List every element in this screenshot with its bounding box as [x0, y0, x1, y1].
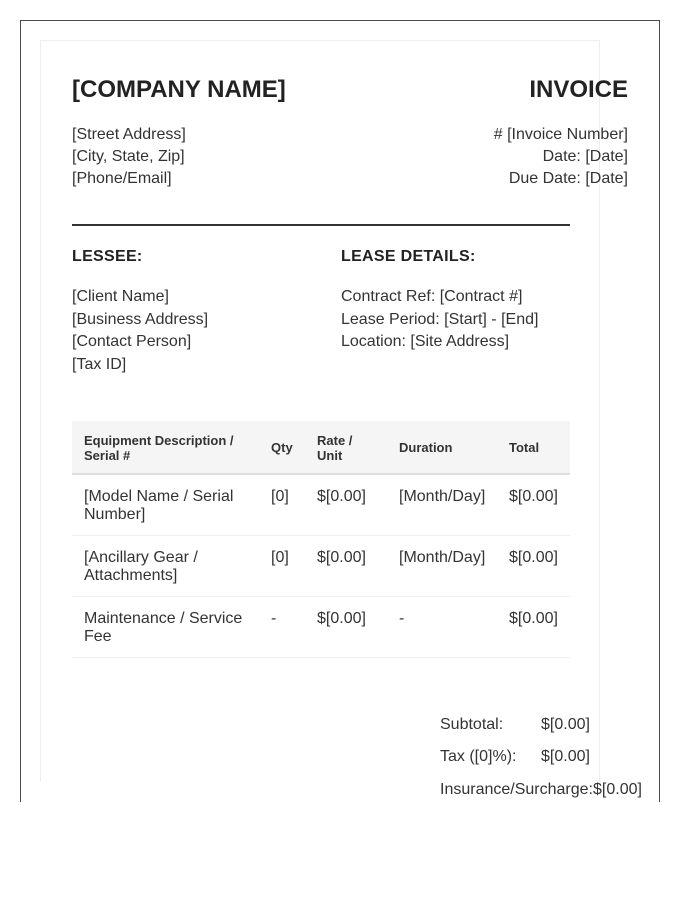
- header-qty: Qty: [271, 440, 293, 455]
- row-description: [Model Name / Serial Number]: [84, 488, 234, 523]
- row-total: $[0.00]: [509, 488, 558, 505]
- phone-email: [Phone/Email]: [72, 170, 172, 187]
- invoice-title: INVOICE: [529, 76, 628, 103]
- header-total: Total: [509, 440, 540, 455]
- due-date: Due Date: [Date]: [508, 170, 628, 187]
- company-address: [72, 124, 186, 190]
- header-rate: Rate / Unit: [317, 433, 353, 463]
- row-rate: $[0.00]: [317, 488, 366, 505]
- row-rate: $[0.00]: [317, 549, 366, 566]
- row-duration: -: [399, 610, 405, 627]
- location: Location: [Site Address]: [341, 333, 510, 350]
- street-address: [Street Address]: [72, 126, 186, 143]
- contact-person: [Contact Person]: [72, 333, 192, 350]
- tax-label: Tax ([0]%):: [440, 748, 517, 765]
- client-name: [Client Name]: [72, 288, 169, 305]
- subtotal-label: Subtotal:: [440, 716, 504, 733]
- row-qty: [0]: [271, 549, 289, 566]
- tax-value: $[0.00]: [541, 748, 590, 765]
- table-row: [72, 475, 570, 536]
- lease-details-heading: LEASE DETAILS:: [341, 248, 476, 265]
- subtotal-value: $[0.00]: [541, 716, 590, 733]
- lessee-info: [72, 286, 208, 376]
- lease-period: Lease Period: [Start] - [End]: [341, 310, 539, 328]
- company-name: [COMPANY NAME]: [72, 76, 286, 103]
- insurance-surcharge-value: $[0.00]: [593, 781, 642, 798]
- row-description: [Ancillary Gear / Attachments]: [84, 549, 198, 584]
- invoice-number: # [Invoice Number]: [493, 126, 628, 143]
- row-qty: [0]: [271, 488, 289, 505]
- invoice-meta: [494, 124, 628, 190]
- business-address: [Business Address]: [72, 310, 209, 328]
- city-state-zip: [City, State, Zip]: [72, 148, 185, 165]
- row-duration: [Month/Day]: [399, 549, 486, 566]
- lease-info: [341, 286, 538, 354]
- row-total: $[0.00]: [509, 549, 558, 566]
- row-qty: -: [271, 610, 277, 627]
- row-total: $[0.00]: [509, 610, 558, 627]
- invoice-date: Date: [Date]: [542, 148, 628, 165]
- header-description: Equipment Description / Serial #: [84, 433, 234, 463]
- lessee-heading: LESSEE:: [72, 248, 143, 265]
- line-items-table: [72, 421, 570, 658]
- insurance-surcharge-label: Insurance/Surcharge:: [440, 781, 593, 798]
- header-divider: [72, 224, 570, 226]
- table-row: [72, 536, 570, 597]
- row-description: Maintenance / Service Fee: [84, 610, 243, 645]
- row-rate: $[0.00]: [317, 610, 366, 627]
- table-header-row: [72, 421, 570, 475]
- table-row: [72, 597, 570, 658]
- contract-ref: Contract Ref: [Contract #]: [341, 288, 523, 305]
- header-duration: Duration: [399, 440, 453, 455]
- row-duration: [Month/Day]: [399, 488, 486, 505]
- tax-id: [Tax ID]: [72, 355, 127, 373]
